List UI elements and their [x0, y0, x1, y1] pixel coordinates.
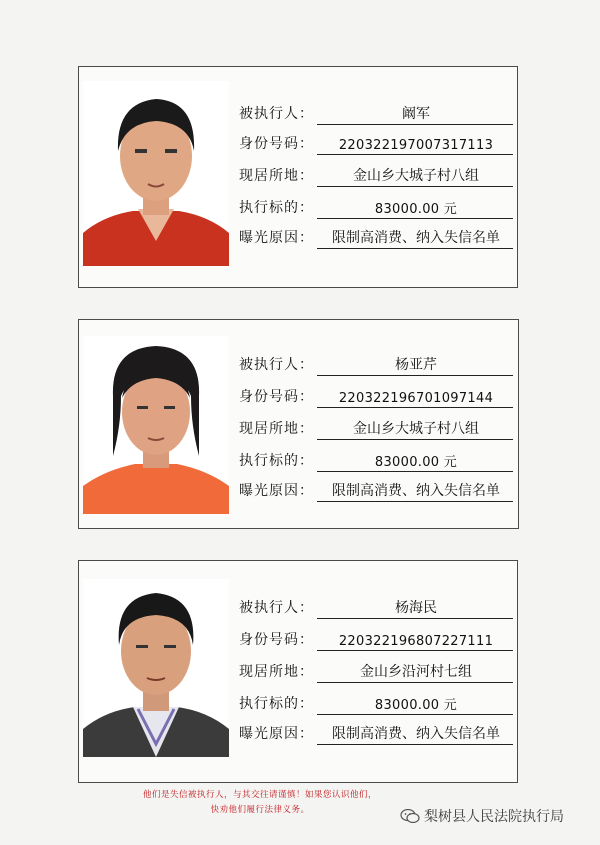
wechat-icon [400, 809, 420, 823]
underline [317, 248, 513, 249]
value-id: 220322196807227111 [338, 634, 494, 649]
underline [317, 618, 513, 619]
watermark [400, 806, 564, 826]
underline [317, 501, 513, 502]
person-card-3 [78, 560, 518, 783]
underline [317, 375, 513, 376]
label-address: 现居所地： [239, 421, 314, 437]
row-reason [239, 723, 515, 745]
underline [317, 714, 513, 715]
label-reason: 曝光原因： [239, 483, 314, 499]
value-address: 金山乡大城子村八组 [353, 421, 479, 437]
person-photo-2 [83, 336, 229, 514]
label-id: 身份号码： [239, 632, 314, 648]
underline [317, 439, 513, 440]
value-reason: 限制高消费、纳入失信名单 [332, 483, 500, 499]
row-amount [239, 450, 515, 472]
label-address: 现居所地： [239, 664, 314, 680]
value-amount: 83000.00 元 [374, 455, 458, 470]
person-card-2 [78, 319, 519, 529]
underline [317, 407, 513, 408]
row-address [239, 661, 515, 683]
row-address [239, 418, 515, 440]
row-reason [239, 227, 515, 249]
underline [317, 471, 513, 472]
portrait-male-3 [83, 579, 229, 757]
portrait-female-2 [83, 336, 229, 514]
value-name: 阚军 [402, 106, 430, 122]
underline [317, 744, 513, 745]
watermark-text: 梨树县人民法院执行局 [424, 809, 564, 825]
value-name: 杨海民 [395, 600, 437, 616]
row-reason [239, 480, 515, 502]
label-amount: 执行标的： [239, 696, 314, 712]
value-address: 金山乡大城子村八组 [353, 168, 479, 184]
row-name [239, 597, 515, 619]
value-reason: 限制高消费、纳入失信名单 [332, 230, 500, 246]
row-id [239, 133, 515, 155]
label-name: 被执行人： [239, 357, 314, 373]
underline [317, 682, 513, 683]
value-address: 金山乡沿河村七组 [360, 664, 472, 680]
label-id: 身份号码： [239, 136, 314, 152]
person-photo-1 [83, 81, 229, 266]
underline [317, 650, 513, 651]
label-name: 被执行人： [239, 600, 314, 616]
label-amount: 执行标的： [239, 200, 314, 216]
label-reason: 曝光原因： [239, 230, 314, 246]
underline [317, 186, 513, 187]
value-id: 220322196701097144 [338, 391, 494, 406]
row-amount [239, 693, 515, 715]
row-amount [239, 197, 515, 219]
label-reason: 曝光原因： [239, 726, 314, 742]
person-card-1 [78, 66, 518, 288]
row-id [239, 386, 515, 408]
label-amount: 执行标的： [239, 453, 314, 469]
label-id: 身份号码： [239, 389, 314, 405]
row-id [239, 629, 515, 651]
value-amount: 83000.00 元 [374, 202, 458, 217]
person-photo-3 [83, 579, 229, 757]
value-name: 杨亚芹 [395, 357, 437, 373]
underline [317, 154, 513, 155]
portrait-male-1 [83, 81, 229, 266]
underline [317, 218, 513, 219]
label-name: 被执行人： [239, 106, 314, 122]
underline [317, 124, 513, 125]
footer-warning-line2: 快劝他们履行法律义务。 [210, 805, 310, 815]
value-id: 220322197007317113 [338, 138, 494, 153]
footer-warning-line1: 他们是失信被执行人，与其交往请谨慎！如果您认识他们， [142, 790, 377, 800]
value-reason: 限制高消费、纳入失信名单 [332, 726, 500, 742]
value-amount: 83000.00 元 [374, 698, 458, 713]
row-name [239, 103, 515, 125]
label-address: 现居所地： [239, 168, 314, 184]
row-address [239, 165, 515, 187]
row-name [239, 354, 515, 376]
